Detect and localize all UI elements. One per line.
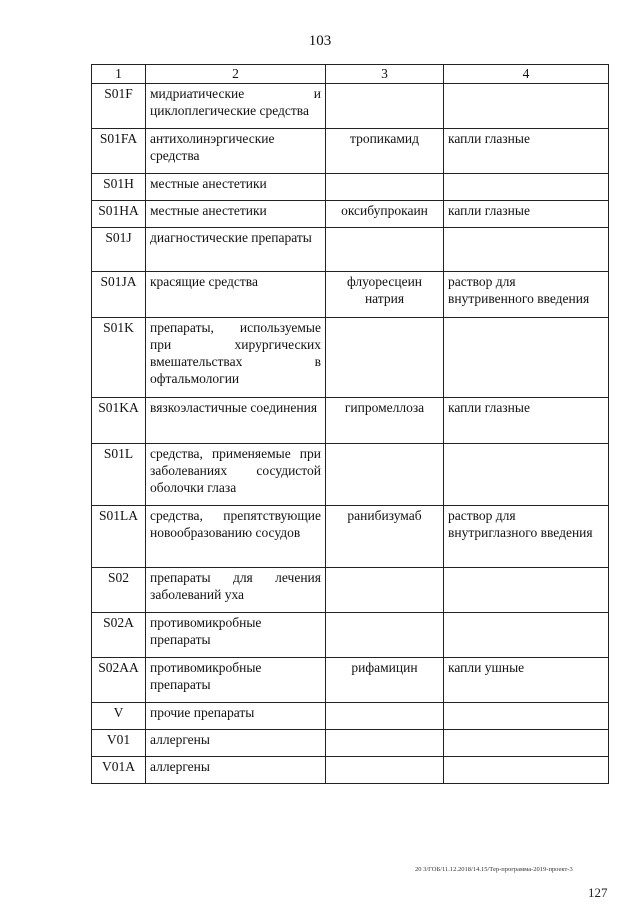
table-row — [92, 703, 609, 730]
cell-code: V — [92, 703, 146, 730]
cell-form — [444, 730, 609, 757]
cell-drug: флуоресцеин натрия — [326, 272, 444, 318]
cell-drug — [326, 84, 444, 129]
cell-form — [444, 174, 609, 201]
cell-form — [444, 84, 609, 129]
cell-code: S02 — [92, 568, 146, 613]
cell-form: капли глазные — [444, 398, 609, 444]
table-row — [92, 228, 609, 272]
cell-form — [444, 228, 609, 272]
cell-code: S01F — [92, 84, 146, 129]
cell-code: S01J — [92, 228, 146, 272]
cell-drug — [326, 174, 444, 201]
cell-form: капли глазные — [444, 129, 609, 174]
document-reference: 20 3/ГОБ/11.12.2018/14.15/Тер-программа-2019-проект-3 — [415, 866, 573, 873]
table-row — [92, 730, 609, 757]
cell-form — [444, 703, 609, 730]
table-row — [92, 129, 609, 174]
cell-name: прочие препараты — [146, 703, 326, 730]
cell-drug: гипромеллоза — [326, 398, 444, 444]
cell-form: раствор для внутриглазного введения — [444, 506, 609, 568]
cell-drug: оксибупрокаин — [326, 201, 444, 228]
table-row — [92, 658, 609, 703]
table-row — [92, 318, 609, 398]
cell-drug: рифамицин — [326, 658, 444, 703]
cell-drug — [326, 730, 444, 757]
cell-code: S01JA — [92, 272, 146, 318]
cell-drug — [326, 757, 444, 784]
medication-table — [91, 64, 609, 784]
column-header-3: 3 — [326, 65, 444, 84]
cell-drug — [326, 318, 444, 398]
cell-name: диагностические препараты — [146, 228, 326, 272]
cell-form: капли ушные — [444, 658, 609, 703]
cell-name: вязкоэластичные соединения — [146, 398, 326, 444]
column-header-4: 4 — [444, 65, 609, 84]
cell-code: S02A — [92, 613, 146, 658]
table-row — [92, 444, 609, 506]
cell-name: местные анестетики — [146, 174, 326, 201]
cell-drug: тропикамид — [326, 129, 444, 174]
cell-name: мидриатические и циклоплегические средства — [146, 84, 326, 129]
cell-form — [444, 318, 609, 398]
cell-name: аллергены — [146, 757, 326, 784]
cell-name: противомикробные препараты — [146, 613, 326, 658]
table-row — [92, 84, 609, 129]
cell-name: красящие средства — [146, 272, 326, 318]
cell-name: местные анестетики — [146, 201, 326, 228]
column-header-1: 1 — [92, 65, 146, 84]
cell-code: S01LA — [92, 506, 146, 568]
table-body — [92, 84, 609, 784]
cell-code: S01H — [92, 174, 146, 201]
cell-code: V01 — [92, 730, 146, 757]
table-row — [92, 568, 609, 613]
corner-page-number: 127 — [588, 885, 608, 900]
table-row — [92, 272, 609, 318]
cell-drug — [326, 568, 444, 613]
cell-name: средства, препятствующие новообразованию сосудов — [146, 506, 326, 568]
cell-code: S01K — [92, 318, 146, 398]
cell-form: капли глазные — [444, 201, 609, 228]
cell-code: S02AA — [92, 658, 146, 703]
header-row — [92, 65, 609, 84]
table-row — [92, 506, 609, 568]
table-row — [92, 398, 609, 444]
cell-code: S01KA — [92, 398, 146, 444]
cell-form — [444, 757, 609, 784]
cell-name: препараты для лечения заболеваний уха — [146, 568, 326, 613]
cell-form: раствор для внутривенного введения — [444, 272, 609, 318]
cell-name: аллергены — [146, 730, 326, 757]
table-row — [92, 201, 609, 228]
cell-drug — [326, 613, 444, 658]
table-row — [92, 613, 609, 658]
page-number: 103 — [308, 33, 332, 49]
table-row — [92, 757, 609, 784]
cell-code: S01FA — [92, 129, 146, 174]
cell-name: противомикробные препараты — [146, 658, 326, 703]
cell-code: S01HA — [92, 201, 146, 228]
cell-name: средства, применяемые при заболеваниях сосудистой оболочки глаза — [146, 444, 326, 506]
cell-form — [444, 568, 609, 613]
cell-name: препараты, используемые при хирургических вмешательствах в офтальмологии — [146, 318, 326, 398]
cell-code: V01A — [92, 757, 146, 784]
table-header — [92, 65, 609, 84]
cell-form — [444, 444, 609, 506]
cell-form — [444, 613, 609, 658]
cell-code: S01L — [92, 444, 146, 506]
cell-drug — [326, 228, 444, 272]
cell-name: антихолинэргические средства — [146, 129, 326, 174]
column-header-2: 2 — [146, 65, 326, 84]
table-row — [92, 174, 609, 201]
cell-drug — [326, 703, 444, 730]
cell-drug — [326, 444, 444, 506]
cell-drug: ранибизумаб — [326, 506, 444, 568]
